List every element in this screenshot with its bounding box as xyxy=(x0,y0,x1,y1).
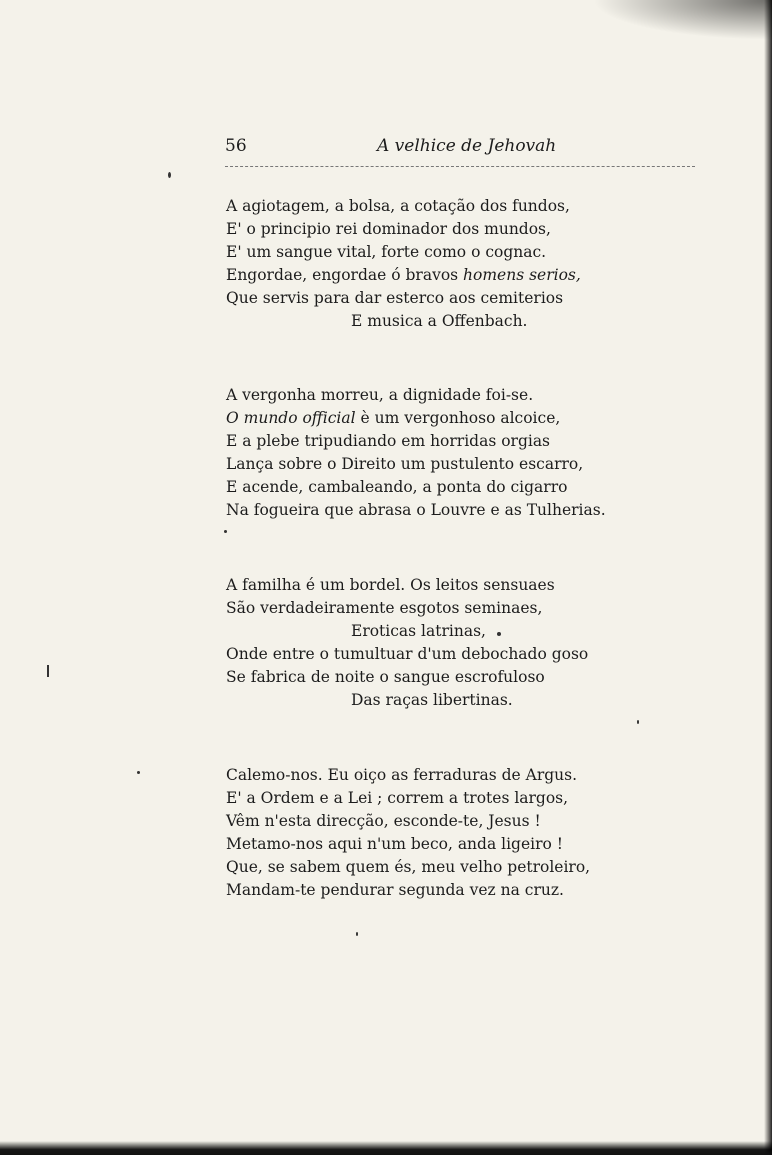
scan-speck xyxy=(47,665,49,677)
verse-line: Se fabrica de noite o sangue escrofuloso xyxy=(226,668,545,686)
scan-speck xyxy=(637,720,639,724)
verse-line: E acende, cambaleando, a ponta do cigarro xyxy=(226,478,568,496)
verse-line: Na fogueira que abrasa o Louvre e as Tulherias. xyxy=(226,501,606,519)
stanza-2 xyxy=(226,384,646,522)
verse-line: Eroticas latrinas, xyxy=(351,622,486,640)
verse-line: Metamo-nos aqui n'um beco, anda ligeiro ! xyxy=(226,835,563,853)
verse-line: E' o principio rei dominador dos mundos, xyxy=(226,220,551,238)
verse-line: Lança sobre o Direito um pustulento escarro, xyxy=(226,455,584,473)
verse-line xyxy=(226,264,646,287)
page-number: 56 xyxy=(225,136,247,156)
verse-line: Das raças libertinas. xyxy=(351,691,513,709)
verse-line: Que, se sabem quem és, meu velho petroleiro, xyxy=(226,858,591,876)
verse-line: E a plebe tripudiando em horridas orgias xyxy=(226,432,551,450)
verse-line: Vêm n'esta direcção, esconde-te, Jesus ! xyxy=(226,812,541,830)
verse-line xyxy=(226,407,646,430)
verse-line: São verdadeiramente esgotos seminaes, xyxy=(226,599,543,617)
verse-line: A vergonha morreu, a dignidade foi-se. xyxy=(226,386,534,404)
verse-line: E' a Ordem e a Lei ; correm a trotes largos, xyxy=(226,789,569,807)
verse-segment: Engordae, engordae ó bravos xyxy=(226,266,459,284)
verse-italic-segment: O mundo official xyxy=(226,409,356,427)
running-title: A velhice de Jehovah xyxy=(377,136,557,156)
verse-line: E' um sangue vital, forte como o cognac. xyxy=(226,243,547,261)
scan-speck xyxy=(497,632,501,636)
scan-shadow-top xyxy=(592,0,772,40)
stanza-1 xyxy=(226,195,646,333)
verse-line: E musica a Offenbach. xyxy=(351,312,528,330)
stanza-3 xyxy=(226,574,646,712)
scan-speck xyxy=(224,530,227,533)
stanza-4 xyxy=(226,764,646,902)
verse-line: A agiotagem, a bolsa, a cotação dos fundos, xyxy=(226,197,570,215)
verse-line: A familha é um bordel. Os leitos sensuaes xyxy=(226,576,555,594)
page-header xyxy=(225,136,695,167)
scan-speck xyxy=(137,771,140,774)
scan-shadow-bottom xyxy=(0,1141,772,1155)
scan-shadow-right xyxy=(764,0,772,1155)
verse-segment: è um vergonhoso alcoice, xyxy=(360,409,561,427)
verse-line: Onde entre o tumultuar d'um debochado goso xyxy=(226,645,589,663)
verse-line: Calemo-nos. Eu oiço as ferraduras de Argus. xyxy=(226,766,578,784)
verse-line: Mandam-te pendurar segunda vez na cruz. xyxy=(226,881,564,899)
verse-line: Que servis para dar esterco aos cemiterios xyxy=(226,289,564,307)
verse-italic-segment: homens serios, xyxy=(463,266,581,284)
scan-speck xyxy=(168,172,171,178)
scan-speck xyxy=(356,932,358,936)
